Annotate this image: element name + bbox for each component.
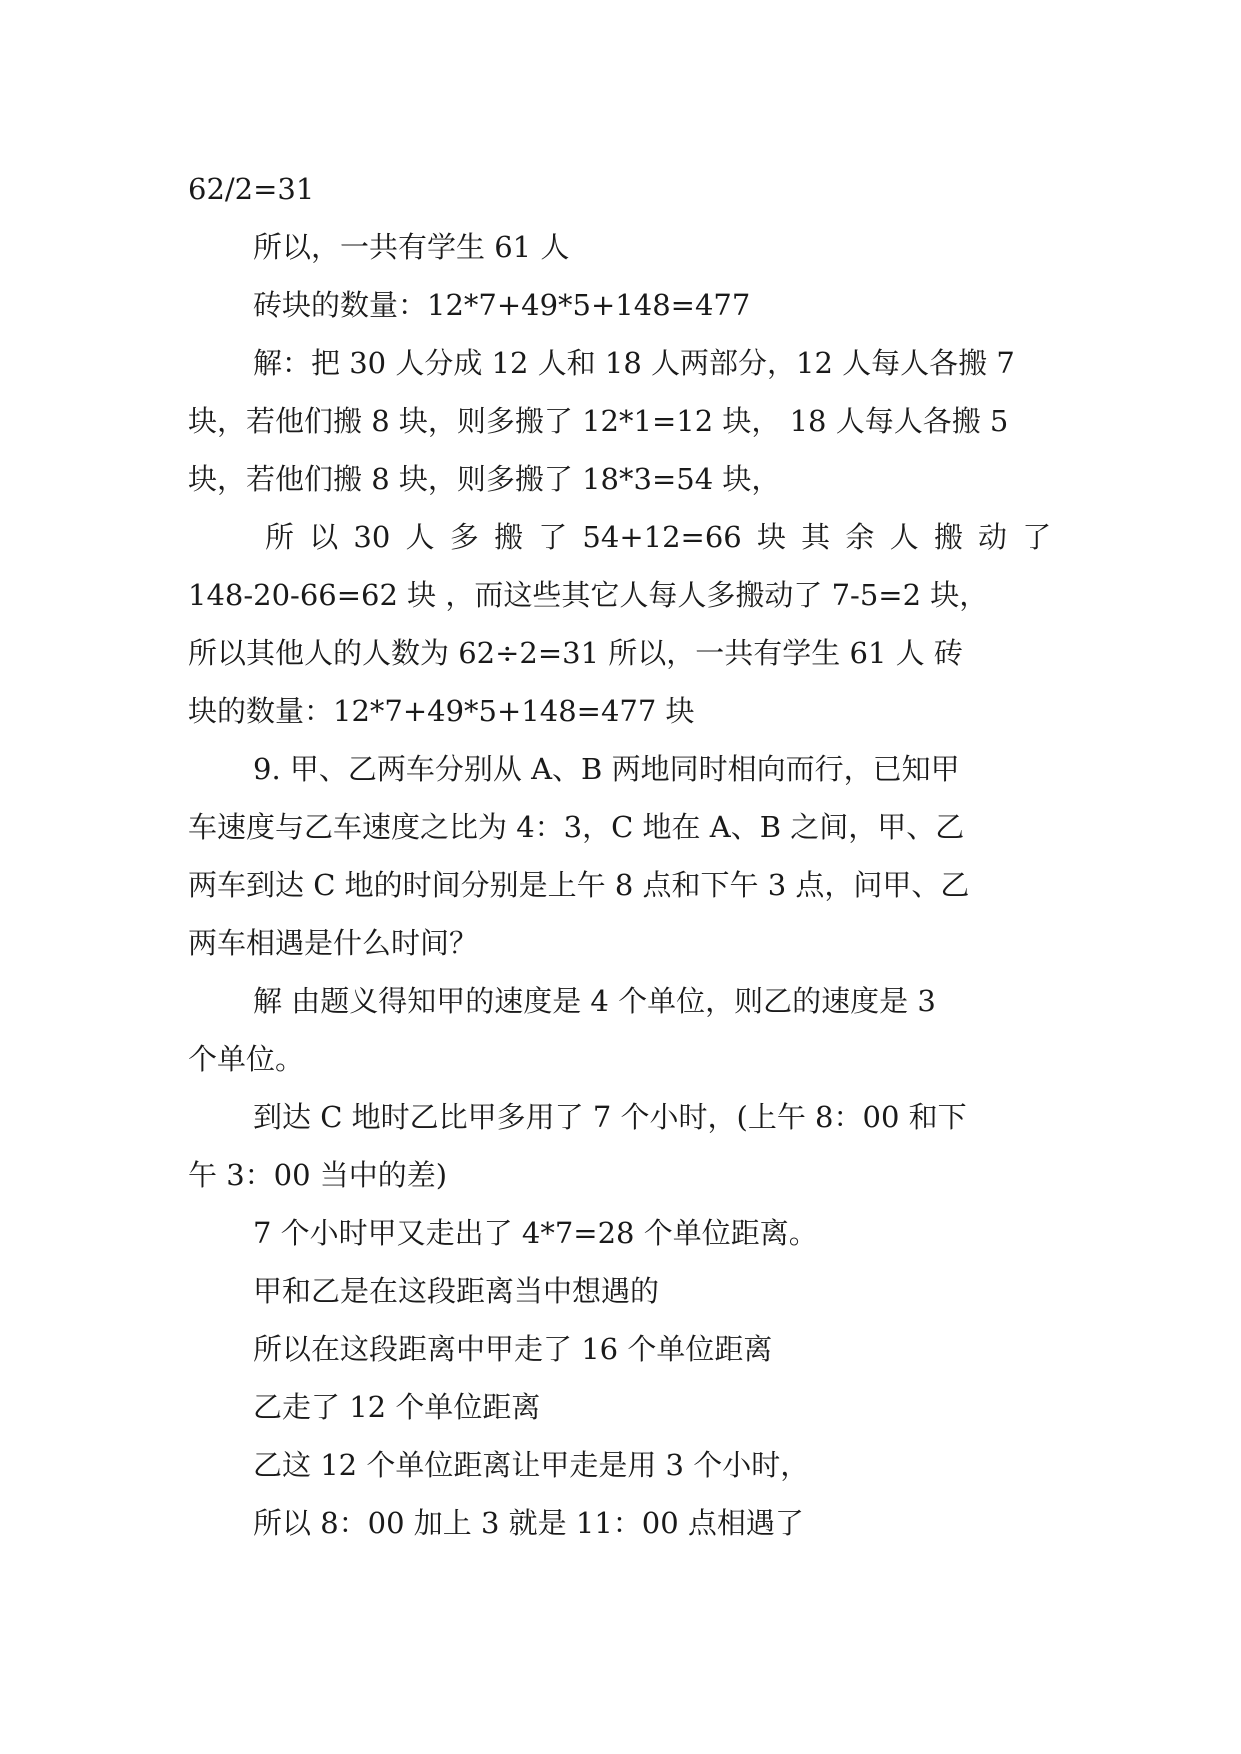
text-line: 个单位。 bbox=[188, 1042, 305, 1076]
document-body bbox=[188, 160, 1054, 1552]
text-line: 乙这 12 个单位距离让甲走是用 3 个小时， bbox=[253, 1448, 810, 1482]
text-line: 乙走了 12 个单位距离 bbox=[253, 1390, 541, 1424]
text-line: 148-20-66=62 块 ，而这些其它人每人多搬动了 7-5=2 块， bbox=[188, 578, 989, 612]
text-line: 到达 C 地时乙比甲多用了 7 个小时，(上午 8：00 和下 bbox=[253, 1100, 967, 1134]
text-line: 9. 甲、乙两车分别从 A、B 两地同时相向而行，已知甲 bbox=[253, 752, 960, 786]
text-line: 所 以 30 人 多 搬 了 54+12=66 块 其 余 人 搬 动 了 bbox=[265, 520, 1052, 554]
text-line: 甲和乙是在这段距离当中想遇的 bbox=[253, 1274, 660, 1308]
text-line: 午 3：00 当中的差) bbox=[188, 1158, 448, 1192]
text-line: 块，若他们搬 8 块，则多搬了 18*3=54 块， bbox=[188, 462, 781, 496]
text-line: 所以在这段距离中甲走了 16 个单位距离 bbox=[253, 1332, 773, 1366]
text-line: 块的数量：12*7+49*5+148=477 块 bbox=[188, 694, 695, 728]
text-line: 两车相遇是什么时间？ bbox=[188, 926, 479, 960]
text-line: 砖块的数量：12*7+49*5+148=477 bbox=[253, 288, 751, 322]
text-line: 所以 8：00 加上 3 就是 11：00 点相遇了 bbox=[253, 1506, 804, 1540]
text-line: 所以其他人的人数为 62÷2=31 所以，一共有学生 61 人 砖 bbox=[188, 636, 963, 670]
text-line: 解 由题义得知甲的速度是 4 个单位，则乙的速度是 3 bbox=[253, 984, 936, 1018]
text-line: 所以，一共有学生 61 人 bbox=[253, 230, 570, 264]
text-line: 62/2=31 bbox=[188, 172, 315, 206]
text-line: 7 个小时甲又走出了 4*7=28 个单位距离。 bbox=[253, 1216, 818, 1250]
text-line: 解：把 30 人分成 12 人和 18 人两部分，12 人每人各搬 7 bbox=[253, 346, 1015, 380]
text-line: 两车到达 C 地的时间分别是上午 8 点和下午 3 点，问甲、乙 bbox=[188, 868, 970, 902]
text-line: 车速度与乙车速度之比为 4：3，C 地在 A、B 之间，甲、乙 bbox=[188, 810, 965, 844]
text-line: 块，若他们搬 8 块，则多搬了 12*1=12 块， 18 人每人各搬 5 bbox=[188, 404, 1009, 438]
